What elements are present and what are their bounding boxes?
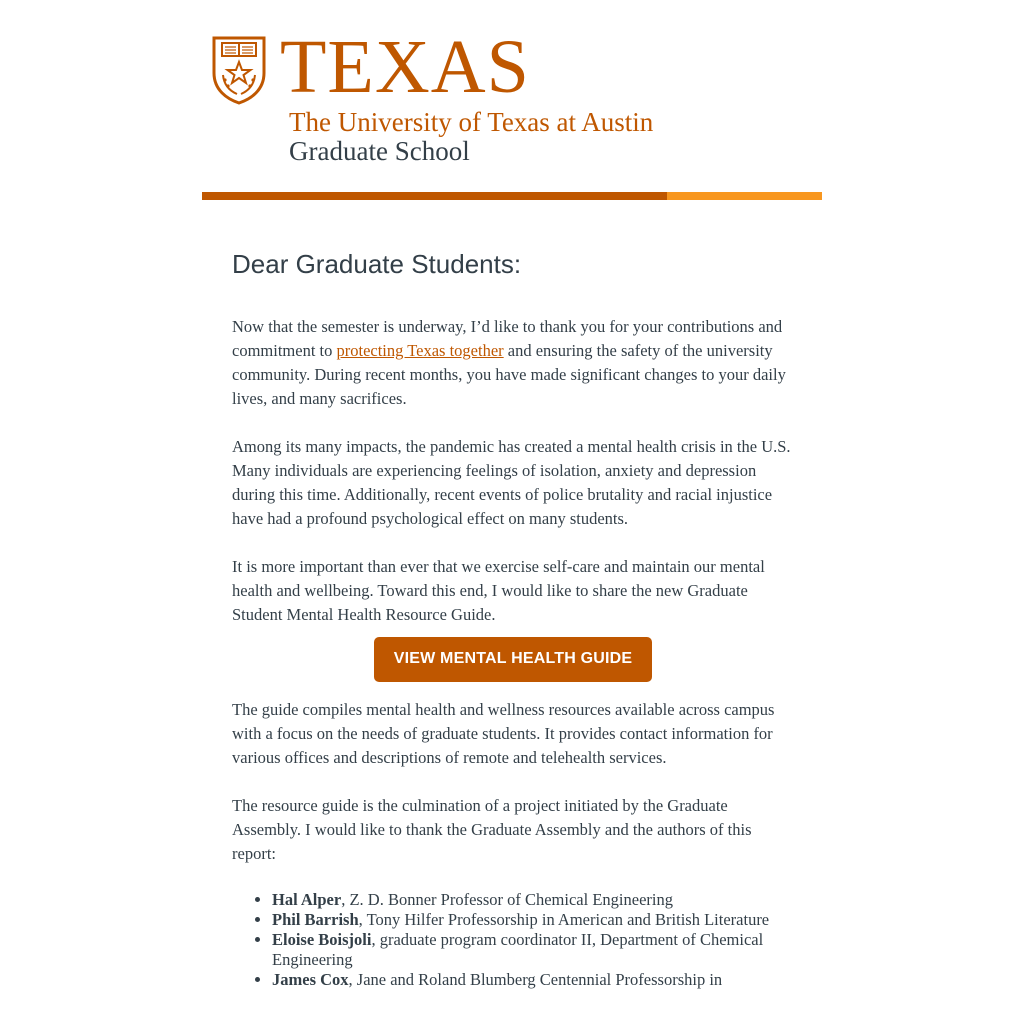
author-name: Hal Alper bbox=[272, 890, 342, 909]
author-title: , graduate program coordinator II, Department of Chemical Engineering bbox=[272, 930, 764, 969]
author-title: , Jane and Roland Blumberg Centennial Professorship in bbox=[348, 970, 723, 989]
greeting-heading: Dear Graduate Students: bbox=[232, 249, 522, 279]
paragraph-guide-description: The guide compiles mental health and wellness resources available across campus with a focus on the needs of graduate students. It provides contact information for various offices and descriptions of remote and telehealth services. bbox=[232, 700, 775, 767]
protecting-texas-together-link[interactable]: protecting Texas together bbox=[336, 341, 504, 360]
author-name: James Cox bbox=[272, 970, 349, 989]
graduate-school-name: Graduate School bbox=[289, 136, 470, 166]
view-mental-health-guide-button[interactable]: VIEW MENTAL HEALTH GUIDE bbox=[374, 637, 653, 682]
list-item bbox=[272, 930, 794, 970]
paragraph-thanks-start: Now that the semester is underway, I’d like to thank you for your contributions and commitment to bbox=[232, 317, 783, 360]
texas-wordmark: TEXAS bbox=[280, 25, 530, 109]
paragraph-self-care: It is more important than ever that we exercise self-care and maintain our mental health and wellbeing. Toward this end, I would like to share the new Graduate Student Mental Health Resource Guide. bbox=[232, 557, 765, 624]
divider-light-orange bbox=[667, 192, 822, 200]
authors-list bbox=[232, 890, 794, 990]
paragraph-pandemic: Among its many impacts, the pandemic has created a mental health crisis in the U.S. Many individuals are experiencing feelings of isolation, anxiety and depression during this time. Additionally, recent events of police brutality and racial injustice have had a profound psychological effect on many students. bbox=[232, 437, 791, 528]
list-item bbox=[272, 970, 794, 990]
ut-seal-icon bbox=[211, 35, 267, 105]
header-divider-bar bbox=[202, 192, 822, 200]
paragraph-thanks-end: and ensuring the safety of the university community. During recent months, you have made significant changes to your daily lives, and many sacrifices. bbox=[232, 341, 786, 408]
author-name: Eloise Boisjoli bbox=[272, 930, 372, 949]
list-item bbox=[272, 890, 794, 910]
author-name: Phil Barrish bbox=[272, 910, 359, 929]
paragraph-thanks bbox=[232, 315, 794, 411]
list-item bbox=[272, 910, 794, 930]
author-title: , Tony Hilfer Professorship in American and British Literature bbox=[358, 910, 770, 929]
paragraph-acknowledgement: The resource guide is the culmination of a project initiated by the Graduate Assembly. I would like to thank the Graduate Assembly and the authors of this report: bbox=[232, 796, 752, 863]
author-title: , Z. D. Bonner Professor of Chemical Engineering bbox=[341, 890, 673, 909]
university-name: The University of Texas at Austin bbox=[289, 107, 654, 137]
divider-burnt-orange bbox=[202, 192, 667, 200]
email-body bbox=[232, 248, 794, 990]
cta-row bbox=[232, 637, 794, 682]
